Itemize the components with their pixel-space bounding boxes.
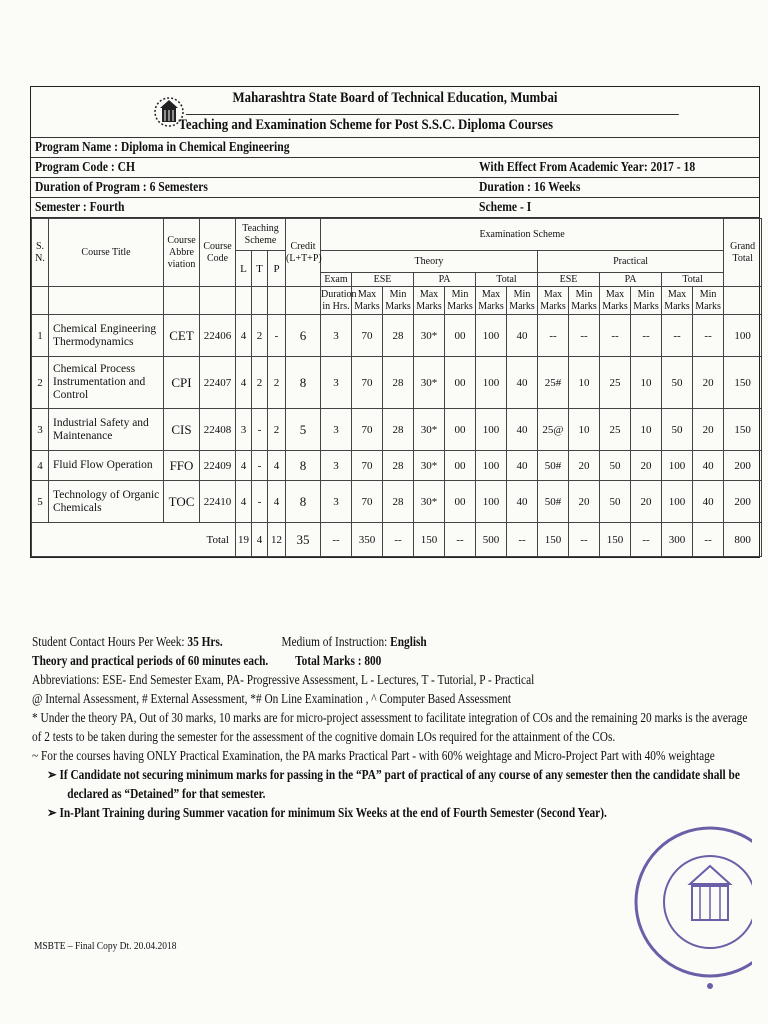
row-grand: 100 <box>724 315 762 357</box>
total-theory-total-max: 500 <box>476 523 507 557</box>
header-theory-ese: ESE <box>352 273 414 287</box>
row-course-title: Fluid Flow Operation <box>49 451 164 481</box>
header-theory: Theory <box>321 251 538 273</box>
header-practical-pa: PA <box>600 273 662 287</box>
header-p: P <box>268 251 286 287</box>
program-name-row <box>31 138 759 158</box>
row-course-code: 22410 <box>200 481 236 523</box>
row-ppa-min: -- <box>631 315 662 357</box>
row-ppa-min: 20 <box>631 481 662 523</box>
row-tpa-min: 00 <box>445 315 476 357</box>
row-ttot-min: 40 <box>507 481 538 523</box>
document-header <box>31 87 759 138</box>
header-practical: Practical <box>538 251 724 273</box>
effect-year: With Effect From Academic Year: 2017 - 18 <box>479 159 696 174</box>
semester-duration: Duration : 16 Weeks <box>479 179 581 194</box>
table-row <box>32 481 762 523</box>
row-ppa-max: 50 <box>600 451 631 481</box>
row-ptot-min: 20 <box>693 357 724 409</box>
total-practical-total-min: -- <box>693 523 724 557</box>
row-ptot-max: 50 <box>662 409 693 451</box>
header-max: Max Marks <box>352 287 383 315</box>
header-min: Min Marks <box>445 287 476 315</box>
row-course-code: 22406 <box>200 315 236 357</box>
scheme-table <box>31 218 762 557</box>
theory-pa-note-2: of 2 tests to be taken during the semester for the assessment of the cognitive domain LOs required for the attainment of the COs. <box>32 729 616 744</box>
row-sn: 2 <box>32 357 49 409</box>
row-dur: 3 <box>321 481 352 523</box>
row-ptot-max: 100 <box>662 451 693 481</box>
contact-line: Student Contact Hours Per Week: 35 Hrs. Medium of Instruction: English <box>32 634 427 649</box>
header-max: Max Marks <box>414 287 445 315</box>
row-l: 4 <box>236 481 252 523</box>
row-sn: 3 <box>32 409 49 451</box>
row-course-title: Technology of Organic Chemicals <box>49 481 164 523</box>
official-seal-icon <box>632 814 752 1004</box>
row-p: 2 <box>268 357 286 409</box>
row-ttot-min: 40 <box>507 409 538 451</box>
row-ttot-max: 100 <box>476 451 507 481</box>
header-max: Max Marks <box>476 287 507 315</box>
header-min: Min Marks <box>507 287 538 315</box>
row-credit: 8 <box>286 481 321 523</box>
header-min: Min Marks <box>383 287 414 315</box>
total-duration: -- <box>321 523 352 557</box>
header-min: Min Marks <box>693 287 724 315</box>
row-ptot-max: 50 <box>662 357 693 409</box>
row-ttot-max: 100 <box>476 481 507 523</box>
header-exam-duration: Exam <box>321 273 352 287</box>
inplant-note: ➢ In-Plant Training during Summer vacation for minimum Six Weeks at the end of Fourth Semester (Second Year). <box>47 805 607 820</box>
row-dur: 3 <box>321 409 352 451</box>
row-pese-min: 20 <box>569 481 600 523</box>
row-tpa-max: 30* <box>414 315 445 357</box>
periods-line: Theory and practical periods of 60 minutes each. Total Marks : 800 <box>32 653 382 668</box>
row-tese-max: 70 <box>352 451 383 481</box>
row-tpa-max: 30* <box>414 481 445 523</box>
row-t: 2 <box>252 315 268 357</box>
total-practical-ese-max: 150 <box>538 523 569 557</box>
row-ttot-min: 40 <box>507 315 538 357</box>
row-abbreviation: CPI <box>164 357 200 409</box>
total-practical-pa-max: 150 <box>600 523 631 557</box>
header-theory-total: Total <box>476 273 538 287</box>
row-l: 4 <box>236 357 252 409</box>
row-course-title: Chemical Process Instrumentation and Control <box>49 357 164 409</box>
row-ptot-min: 40 <box>693 481 724 523</box>
table-row <box>32 451 762 481</box>
total-credit: 35 <box>286 523 321 557</box>
row-ttot-min: 40 <box>507 357 538 409</box>
row-tese-min: 28 <box>383 357 414 409</box>
row-dur: 3 <box>321 315 352 357</box>
scheme-frame <box>30 86 760 558</box>
program-code: Program Code : CH <box>35 159 136 174</box>
row-ttot-max: 100 <box>476 409 507 451</box>
row-grand: 200 <box>724 451 762 481</box>
row-ptot-min: -- <box>693 315 724 357</box>
row-pese-min: -- <box>569 315 600 357</box>
row-tese-max: 70 <box>352 481 383 523</box>
row-tese-max: 70 <box>352 315 383 357</box>
notes-section <box>32 632 758 822</box>
row-credit: 8 <box>286 451 321 481</box>
header-duration-hrs: Duration in Hrs. <box>321 287 352 315</box>
row-ttot-max: 100 <box>476 315 507 357</box>
total-theory-pa-max: 150 <box>414 523 445 557</box>
detained-note-2: declared as “Detained” for that semester. <box>67 786 266 801</box>
row-pese-max: -- <box>538 315 569 357</box>
row-grand: 150 <box>724 409 762 451</box>
board-name: Maharashtra State Board of Technical Education, Mumbai <box>232 90 558 106</box>
detained-note-1: ➢ If Candidate not securing minimum marks for passing in the “PA” part of practical of any course of any semester then the candidate shall be <box>47 767 740 782</box>
row-sn: 1 <box>32 315 49 357</box>
row-dur: 3 <box>321 451 352 481</box>
row-ptot-min: 40 <box>693 451 724 481</box>
row-sn: 4 <box>32 451 49 481</box>
row-tese-min: 28 <box>383 481 414 523</box>
row-sn: 5 <box>32 481 49 523</box>
row-pese-max: 50# <box>538 481 569 523</box>
symbols-legend: @ Internal Assessment, # External Assessment, *# On Line Examination , ^ Computer Based Assessment <box>32 691 512 706</box>
course-rows <box>32 315 762 523</box>
row-ppa-min: 20 <box>631 451 662 481</box>
header-min: Min Marks <box>569 287 600 315</box>
table-row <box>32 357 762 409</box>
header-practical-ese: ESE <box>538 273 600 287</box>
theory-pa-note-1: * Under the theory PA, Out of 30 marks, 10 marks are for micro-project assessment to facilitate integration of COs and the remaining 20 marks is the average <box>32 710 748 725</box>
row-ppa-max: 25 <box>600 409 631 451</box>
total-p: 12 <box>268 523 286 557</box>
row-abbreviation: CIS <box>164 409 200 451</box>
header-l: L <box>236 251 252 287</box>
row-course-code: 22408 <box>200 409 236 451</box>
row-ptot-max: 100 <box>662 481 693 523</box>
total-practical-pa-min: -- <box>631 523 662 557</box>
scheme-label: Scheme - I <box>479 199 532 214</box>
header-sn: S. N. <box>32 219 49 287</box>
table-row <box>32 315 762 357</box>
row-tese-min: 28 <box>383 451 414 481</box>
header-min: Min Marks <box>631 287 662 315</box>
row-tese-min: 28 <box>383 409 414 451</box>
row-tpa-min: 00 <box>445 451 476 481</box>
row-ppa-max: -- <box>600 315 631 357</box>
row-ttot-min: 40 <box>507 451 538 481</box>
header-t: T <box>252 251 268 287</box>
row-tpa-max: 30* <box>414 451 445 481</box>
bullet-arrow-icon: ➢ <box>47 805 57 820</box>
program-code-row <box>31 158 759 178</box>
total-t: 4 <box>252 523 268 557</box>
row-abbreviation: CET <box>164 315 200 357</box>
header-max: Max Marks <box>538 287 569 315</box>
row-l: 4 <box>236 451 252 481</box>
header-course-title: Course Title <box>49 219 164 287</box>
bullet-arrow-icon: ➢ <box>47 767 57 782</box>
total-row <box>32 523 762 557</box>
header-practical-total: Total <box>662 273 724 287</box>
total-practical-ese-min: -- <box>569 523 600 557</box>
row-ptot-min: 20 <box>693 409 724 451</box>
header-teaching-scheme: Teaching Scheme <box>236 219 286 251</box>
row-ptot-max: -- <box>662 315 693 357</box>
program-duration: Duration of Program : 6 Semesters <box>35 179 208 194</box>
row-pese-max: 25@ <box>538 409 569 451</box>
row-pese-max: 25# <box>538 357 569 409</box>
row-abbreviation: FFO <box>164 451 200 481</box>
footer-copy-date: MSBTE – Final Copy Dt. 20.04.2018 <box>34 940 177 952</box>
scheme-title: Teaching and Examination Scheme for Post S.S.C. Diploma Courses <box>186 114 679 134</box>
header-exam-scheme: Examination Scheme <box>321 219 724 251</box>
header-max: Max Marks <box>600 287 631 315</box>
row-ppa-min: 10 <box>631 409 662 451</box>
row-abbreviation: TOC <box>164 481 200 523</box>
row-grand: 200 <box>724 481 762 523</box>
row-tpa-max: 30* <box>414 409 445 451</box>
row-ppa-min: 10 <box>631 357 662 409</box>
row-credit: 5 <box>286 409 321 451</box>
row-tese-max: 70 <box>352 357 383 409</box>
row-tpa-min: 00 <box>445 409 476 451</box>
row-course-title: Industrial Safety and Maintenance <box>49 409 164 451</box>
header-abbreviation: Course Abbre viation <box>164 219 200 287</box>
row-credit: 6 <box>286 315 321 357</box>
total-theory-ese-min: -- <box>383 523 414 557</box>
total-grand: 800 <box>724 523 762 557</box>
abbreviations: Abbreviations: ESE- End Semester Exam, PA- Progressive Assessment, L - Lectures, T - Tutorial, P - Practical <box>32 672 535 687</box>
header-theory-pa: PA <box>414 273 476 287</box>
row-ppa-max: 50 <box>600 481 631 523</box>
header-course-code: Course Code <box>200 219 236 287</box>
header-max: Max Marks <box>662 287 693 315</box>
row-course-code: 22409 <box>200 451 236 481</box>
row-p: - <box>268 315 286 357</box>
row-p: 2 <box>268 409 286 451</box>
header-credit: Credit (L+T+P) <box>286 219 321 287</box>
total-theory-ese-max: 350 <box>352 523 383 557</box>
semester: Semester : Fourth <box>35 199 125 214</box>
row-credit: 8 <box>286 357 321 409</box>
row-pese-min: 20 <box>569 451 600 481</box>
program-name: Program Name : Diploma in Chemical Engineering <box>35 139 290 154</box>
row-tpa-max: 30* <box>414 357 445 409</box>
row-l: 4 <box>236 315 252 357</box>
row-grand: 150 <box>724 357 762 409</box>
row-t: - <box>252 481 268 523</box>
row-ppa-max: 25 <box>600 357 631 409</box>
row-tpa-min: 00 <box>445 481 476 523</box>
semester-row <box>31 198 759 218</box>
total-l: 19 <box>236 523 252 557</box>
row-tpa-min: 00 <box>445 357 476 409</box>
total-theory-pa-min: -- <box>445 523 476 557</box>
row-ttot-max: 100 <box>476 357 507 409</box>
total-practical-total-max: 300 <box>662 523 693 557</box>
row-pese-min: 10 <box>569 357 600 409</box>
row-p: 4 <box>268 481 286 523</box>
row-l: 3 <box>236 409 252 451</box>
header-grand-total: Grand Total <box>724 219 762 287</box>
row-dur: 3 <box>321 357 352 409</box>
table-row <box>32 409 762 451</box>
row-t: - <box>252 451 268 481</box>
row-tese-min: 28 <box>383 315 414 357</box>
row-pese-max: 50# <box>538 451 569 481</box>
total-theory-total-min: -- <box>507 523 538 557</box>
row-tese-max: 70 <box>352 409 383 451</box>
row-course-title: Chemical Engineering Thermodynamics <box>49 315 164 357</box>
row-course-code: 22407 <box>200 357 236 409</box>
row-t: - <box>252 409 268 451</box>
practical-only-note: ~ For the courses having ONLY Practical Examination, the PA marks Practical Part - with 60% weightage and Micro-Project Part with 40% weightage <box>32 748 715 763</box>
header-max-min-row <box>32 287 762 315</box>
row-t: 2 <box>252 357 268 409</box>
duration-row <box>31 178 759 198</box>
row-pese-min: 10 <box>569 409 600 451</box>
row-p: 4 <box>268 451 286 481</box>
total-label: Total <box>32 523 236 557</box>
